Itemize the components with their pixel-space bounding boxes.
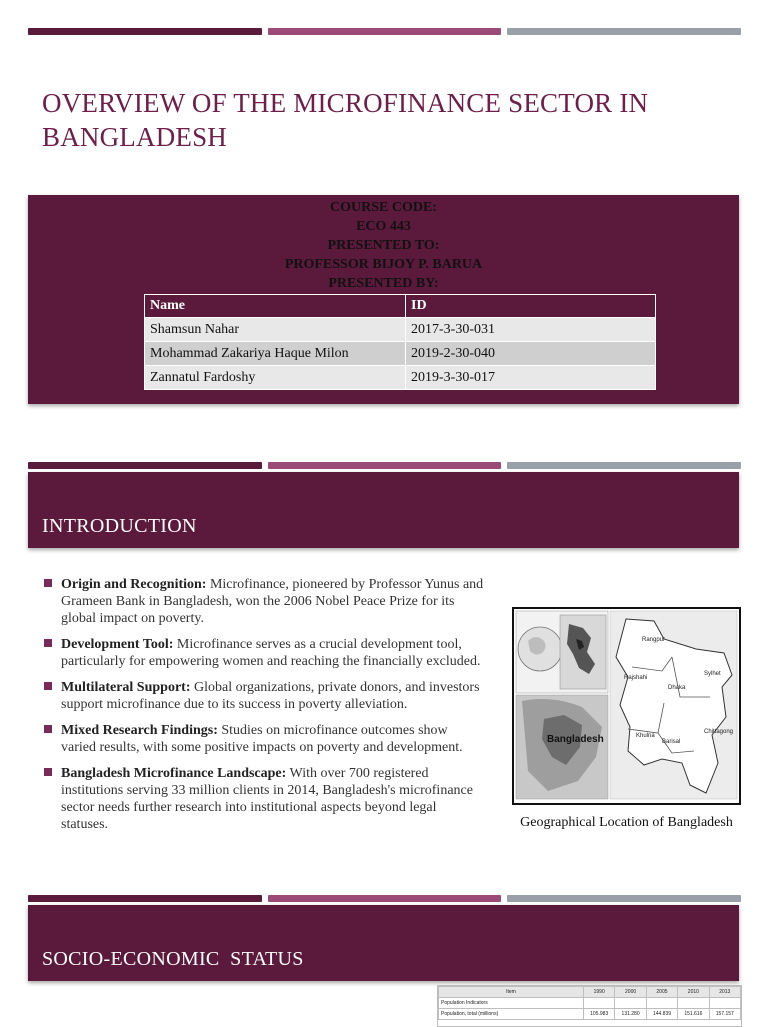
table-cell xyxy=(615,998,646,1009)
bullet-text: With over 700 registered institutions serving 33 million clients in 2014, Bangladesh's microfinance sector needs further research into institutional aspects beyond legal statuses. xyxy=(61,766,473,832)
column-header: 2005 xyxy=(646,987,677,998)
column-header-name: Name xyxy=(145,295,406,318)
course-code-value: ECO 443 xyxy=(356,219,411,234)
list-item xyxy=(44,679,484,713)
division-label: Rajshahi xyxy=(624,675,648,681)
table-row xyxy=(145,318,656,342)
table-row xyxy=(439,1009,741,1020)
column-header: Item xyxy=(439,987,584,998)
division-label: Sylhet xyxy=(704,671,721,677)
table-header-row xyxy=(145,295,656,318)
presented-by-label: PRESENTED BY: xyxy=(328,276,439,291)
map-illustration xyxy=(514,609,739,803)
table-row xyxy=(439,998,741,1009)
table-row xyxy=(145,366,656,390)
list-item xyxy=(44,636,484,670)
presenter-name: Shamsun Nahar xyxy=(145,318,406,342)
division-label: Barisal xyxy=(662,739,681,745)
presenters-table xyxy=(144,294,656,390)
bullet-text: Global organizations, private donors, and investors support microfinance due to its success in poverty alleviation. xyxy=(61,680,480,712)
accent-bar-top xyxy=(28,28,741,35)
intro-heading: INTRODUCTION xyxy=(42,515,197,537)
map-caption: Geographical Location of Bangladesh xyxy=(520,815,733,830)
presenter-name: Mohammad Zakariya Haque Milon xyxy=(145,342,406,366)
division-label: Khulna xyxy=(636,733,655,739)
bullet-square-icon xyxy=(44,682,52,690)
table-cell: Population Indicators xyxy=(439,998,584,1009)
presenter-id: 2019-3-30-017 xyxy=(406,366,656,390)
bullet-title: Origin and Recognition: xyxy=(61,577,207,592)
bullet-title: Mixed Research Findings: xyxy=(61,723,218,738)
bullet-text: Microfinance serves as a crucial development tool, particularly for empowering women and reaching the financially excluded. xyxy=(61,637,481,669)
list-item xyxy=(44,576,484,627)
course-info-lines xyxy=(28,195,739,293)
bullet-square-icon xyxy=(44,579,52,587)
presented-to-label: PRESENTED TO: xyxy=(327,238,440,253)
table-cell: 131.280 xyxy=(615,1009,646,1020)
division-label: Dhaka xyxy=(668,685,686,691)
bullet-text: Microfinance, pioneered by Professor Yunus and Grameen Bank in Bangladesh, won the 2006 Nobel Peace Prize for its global impact on poverty. xyxy=(61,577,484,626)
bullet-square-icon xyxy=(44,768,52,776)
socio-economic-table xyxy=(437,985,742,1027)
column-header: 2013 xyxy=(709,987,740,998)
column-header-id: ID xyxy=(406,295,656,318)
bullet-square-icon xyxy=(44,639,52,647)
list-item xyxy=(44,765,484,833)
table-cell xyxy=(584,998,615,1009)
bullet-text: Studies on microfinance outcomes show varied results, with some positive impacts on poverty and development. xyxy=(61,723,463,755)
presenter-name: Zannatul Fardoshy xyxy=(145,366,406,390)
table-cell: 144.839 xyxy=(646,1009,677,1020)
column-header: 2000 xyxy=(615,987,646,998)
list-item xyxy=(44,722,484,756)
slide-title: OVERVIEW OF THE MICROFINANCE SECTOR IN BANGLADESH xyxy=(42,88,649,152)
socio-header-bar xyxy=(28,905,739,981)
table-cell xyxy=(709,998,740,1009)
table-cell: 105.983 xyxy=(584,1009,615,1020)
bullet-title: Multilateral Support: xyxy=(61,680,191,695)
division-label: Rangpur xyxy=(642,637,666,643)
presented-to-value: PROFESSOR BIJOY P. BARUA xyxy=(284,257,483,272)
bullet-square-icon xyxy=(44,725,52,733)
table-header-row xyxy=(439,987,741,998)
accent-bar-intro xyxy=(28,462,741,469)
socio-heading: SOCIO-ECONOMIC STATUS xyxy=(42,948,304,970)
course-info-box xyxy=(28,195,739,404)
table-cell: 151.616 xyxy=(678,1009,709,1020)
column-header: 2010 xyxy=(678,987,709,998)
intro-bullet-list xyxy=(44,576,484,842)
accent-bar-socio xyxy=(28,895,741,902)
course-code-label: COURSE CODE: xyxy=(330,200,437,215)
column-header: 1990 xyxy=(584,987,615,998)
division-label: Chittagong xyxy=(704,729,734,735)
presenter-id: 2019-2-30-040 xyxy=(406,342,656,366)
table-cell xyxy=(678,998,709,1009)
table-cell: 157.157 xyxy=(709,1009,740,1020)
bullet-title: Bangladesh Microfinance Landscape: xyxy=(61,766,287,781)
table-row xyxy=(145,342,656,366)
table-cell xyxy=(646,998,677,1009)
table-cell: Population, total (millions) xyxy=(439,1009,584,1020)
bangladesh-map-figure xyxy=(512,607,741,805)
intro-header-bar xyxy=(28,472,739,548)
presenter-id: 2017-3-30-031 xyxy=(406,318,656,342)
map-country-label: Bangladesh xyxy=(547,734,604,745)
bullet-title: Development Tool: xyxy=(61,637,174,652)
